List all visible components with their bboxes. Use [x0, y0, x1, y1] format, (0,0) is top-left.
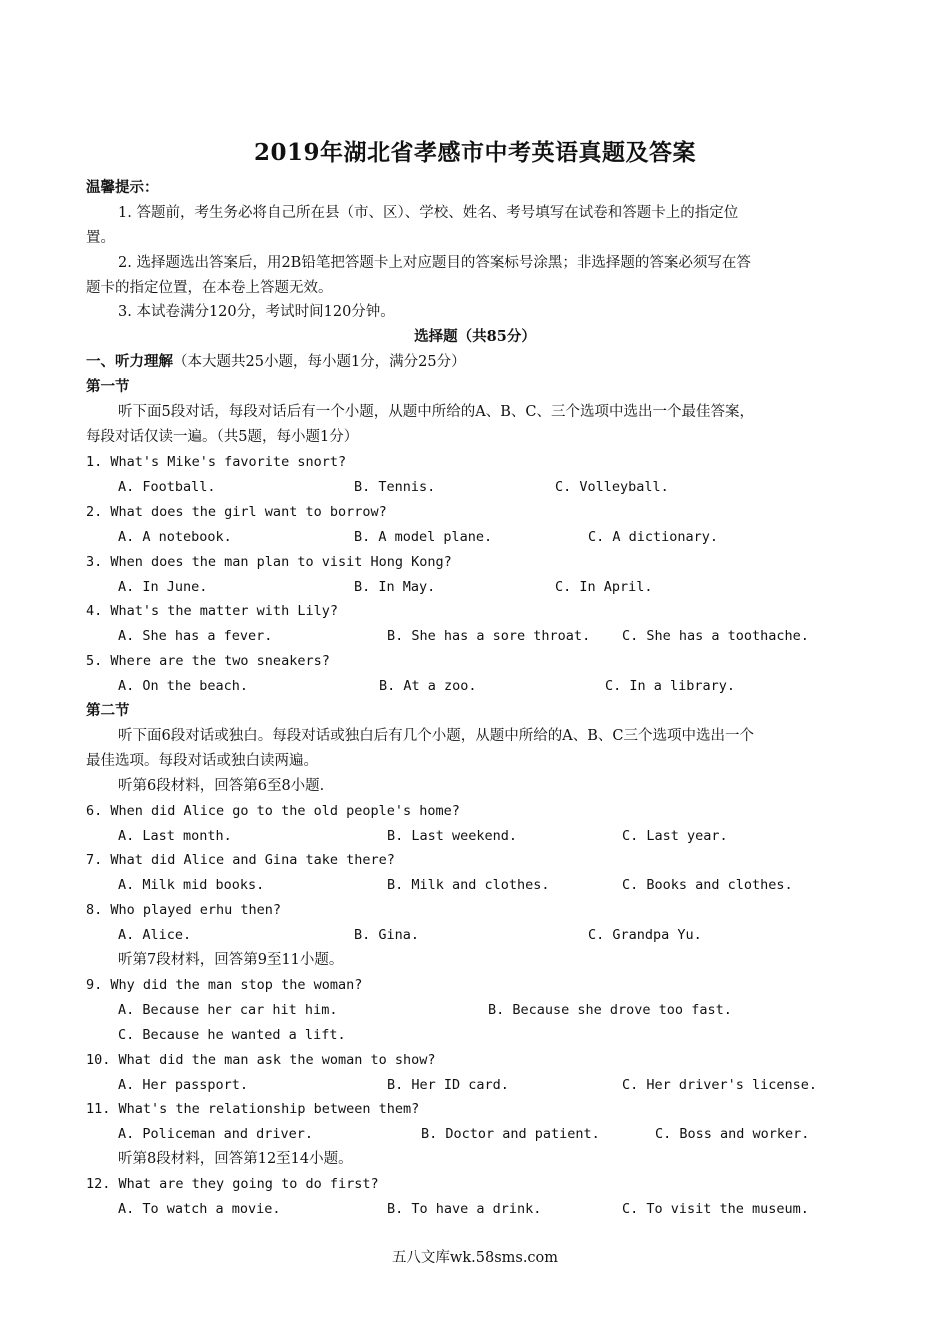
- question-9: 9. Why did the man stop the woman?: [86, 977, 363, 993]
- material-8-instruction: 听第8段材料，回答第12至14小题。: [118, 1151, 353, 1167]
- q11-option-a: A. Policeman and driver.: [118, 1126, 314, 1142]
- question-11: 11. What's the relationship between them?: [86, 1101, 420, 1117]
- q2-option-c: C. A dictionary.: [588, 529, 719, 545]
- q6-option-a: A. Last month.: [118, 828, 232, 844]
- q11-option-c: C. Boss and worker.: [655, 1126, 810, 1142]
- q12-option-b: B. To have a drink.: [387, 1201, 542, 1217]
- q4-option-a: A. She has a fever.: [118, 628, 273, 644]
- question-4: 4. What's the matter with Lily?: [86, 603, 338, 619]
- q2-option-b: B. A model plane.: [354, 529, 493, 545]
- sec2-instruction-1: 听下面6段对话或独白。每段对话或独白后有几个小题，从题中所给的A、B、C三个选项中选出一个: [118, 728, 754, 744]
- section-title: 选择题（共85分）: [414, 328, 536, 345]
- tip-2-line-2: 题卡的指定位置，在本卷上答题无效。: [86, 280, 333, 296]
- question-2: 2. What does the girl want to borrow?: [86, 504, 387, 520]
- part1-heading: 一、听力理解: [86, 353, 173, 370]
- material-7-instruction: 听第7段材料，回答第9至11小题。: [118, 952, 344, 968]
- tip-1-line-2: 置。: [86, 230, 115, 246]
- q12-option-c: C. To visit the museum.: [622, 1201, 809, 1217]
- question-12: 12. What are they going to do first?: [86, 1176, 379, 1192]
- q8-option-a: A. Alice.: [118, 927, 192, 943]
- tip-1-line-1: 1. 答题前，考生务必将自己所在县（市、区）、学校、姓名、考号填写在试卷和答题卡上的指定位: [118, 205, 739, 221]
- part1-heading-note: （本大题共25小题，每小题1分，满分25分）: [173, 354, 466, 370]
- q5-option-a: A. On the beach.: [118, 678, 249, 694]
- question-6: 6. When did Alice go to the old people's home?: [86, 803, 460, 819]
- q12-option-a: A. To watch a movie.: [118, 1201, 281, 1217]
- q10-option-c: C. Her driver's license.: [622, 1077, 818, 1093]
- footer-watermark: 五八文库wk.58sms.com: [391, 1250, 559, 1266]
- question-8: 8. Who played erhu then?: [86, 902, 282, 918]
- q3-option-b: B. In May.: [354, 579, 436, 595]
- q2-option-a: A. A notebook.: [118, 529, 232, 545]
- q5-option-c: C. In a library.: [605, 678, 736, 694]
- q7-option-a: A. Milk mid books.: [118, 877, 265, 893]
- tips-heading: 温馨提示：: [86, 179, 159, 196]
- question-1: 1. What's Mike's favorite snort?: [86, 454, 347, 470]
- sec2-heading: 第二节: [86, 702, 130, 719]
- q7-option-c: C. Books and clothes.: [622, 877, 793, 893]
- question-7: 7. What did Alice and Gina take there?: [86, 852, 395, 868]
- q8-option-b: B. Gina.: [354, 927, 420, 943]
- q11-option-b: B. Doctor and patient.: [421, 1126, 600, 1142]
- q1-option-a: A. Football.: [118, 479, 216, 495]
- q1-option-b: B. Tennis.: [354, 479, 436, 495]
- q9-option-b: B. Because she drove too fast.: [488, 1002, 732, 1018]
- question-3: 3. When does the man plan to visit Hong Kong?: [86, 554, 452, 570]
- sec1-instruction-1: 听下面5段对话，每段对话后有一个小题，从题中所给的A、B、C、三个选项中选出一个最佳答案，: [118, 404, 754, 420]
- sec1-instruction-2: 每段对话仅读一遍。（共5题，每小题1分）: [86, 429, 359, 445]
- tip-2-line-1: 2. 选择题选出答案后，用2B铅笔把答题卡上对应题目的答案标号涂黑；非选择题的答案必须写在答: [118, 255, 751, 271]
- q3-option-a: A. In June.: [118, 579, 208, 595]
- question-10: 10. What did the man ask the woman to show?: [86, 1052, 436, 1068]
- q9-option-a: A. Because her car hit him.: [118, 1002, 338, 1018]
- q6-option-c: C. Last year.: [622, 828, 728, 844]
- question-5: 5. Where are the two sneakers?: [86, 653, 330, 669]
- page-title: 2019年湖北省孝感市中考英语真题及答案: [253, 139, 696, 166]
- q8-option-c: C. Grandpa Yu.: [588, 927, 702, 943]
- q5-option-b: B. At a zoo.: [379, 678, 477, 694]
- q10-option-a: A. Her passport.: [118, 1077, 249, 1093]
- q3-option-c: C. In April.: [555, 579, 653, 595]
- q7-option-b: B. Milk and clothes.: [387, 877, 550, 893]
- sec2-instruction-2: 最佳选项。每段对话或独白读两遍。: [86, 753, 318, 769]
- material-6-instruction: 听第6段材料，回答第6至8小题.: [118, 778, 325, 794]
- q4-option-b: B. She has a sore throat.: [387, 628, 591, 644]
- q4-option-c: C. She has a toothache.: [622, 628, 809, 644]
- q6-option-b: B. Last weekend.: [387, 828, 518, 844]
- q9-option-c: C. Because he wanted a lift.: [118, 1027, 346, 1043]
- q10-option-b: B. Her ID card.: [387, 1077, 509, 1093]
- sec1-heading: 第一节: [86, 378, 130, 395]
- q1-option-c: C. Volleyball.: [555, 479, 669, 495]
- part1-heading-row: [86, 352, 466, 372]
- tip-3: 3. 本试卷满分120分，考试时间120分钟。: [118, 304, 395, 320]
